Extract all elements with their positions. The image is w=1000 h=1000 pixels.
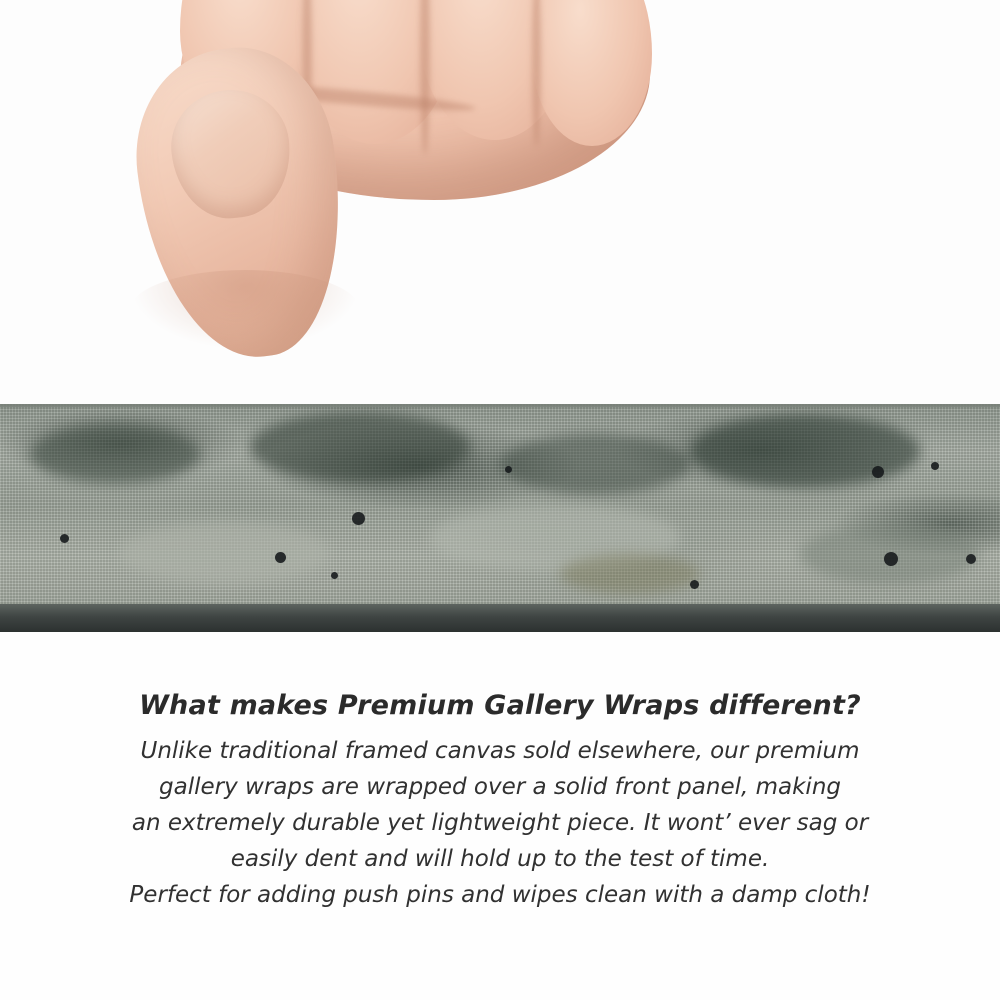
canvas-mottle xyxy=(250,412,470,482)
canvas-speck xyxy=(275,552,286,563)
thumb-shadow xyxy=(130,270,360,350)
caption-line: Unlike traditional framed canvas sold elsewhere, our premium xyxy=(140,738,860,764)
canvas-speck xyxy=(331,572,338,579)
canvas-speck xyxy=(505,466,512,473)
canvas-top-edge xyxy=(0,404,1000,407)
canvas-mottle xyxy=(500,434,690,494)
canvas-bottom-edge xyxy=(0,604,1000,632)
canvas-speck xyxy=(966,554,976,564)
caption-line: an extremely durable yet lightweight piece. It wont’ ever sag or xyxy=(131,810,869,836)
canvas-mottle xyxy=(560,554,700,594)
caption-title: What makes Premium Gallery Wraps different? xyxy=(139,690,861,721)
caption-block xyxy=(0,690,1000,913)
canvas-mottle xyxy=(690,414,920,488)
canvas-mottle xyxy=(30,424,200,484)
canvas-speck xyxy=(884,552,898,566)
caption-body xyxy=(0,733,1000,913)
caption-line: Perfect for adding push pins and wipes clean with a damp cloth! xyxy=(129,882,871,908)
caption-line: gallery wraps are wrapped over a solid front panel, making xyxy=(159,774,841,800)
canvas-strip-icon xyxy=(0,404,1000,632)
canvas-speck xyxy=(60,534,69,543)
canvas-speck xyxy=(690,580,699,589)
hand-photo-area xyxy=(0,0,1000,405)
canvas-speck xyxy=(931,462,939,470)
hand-icon xyxy=(120,0,640,405)
caption-line: easily dent and will hold up to the test of time. xyxy=(230,846,770,872)
canvas-speck xyxy=(352,512,365,525)
canvas-speck xyxy=(872,466,884,478)
canvas-highlight xyxy=(120,522,330,584)
